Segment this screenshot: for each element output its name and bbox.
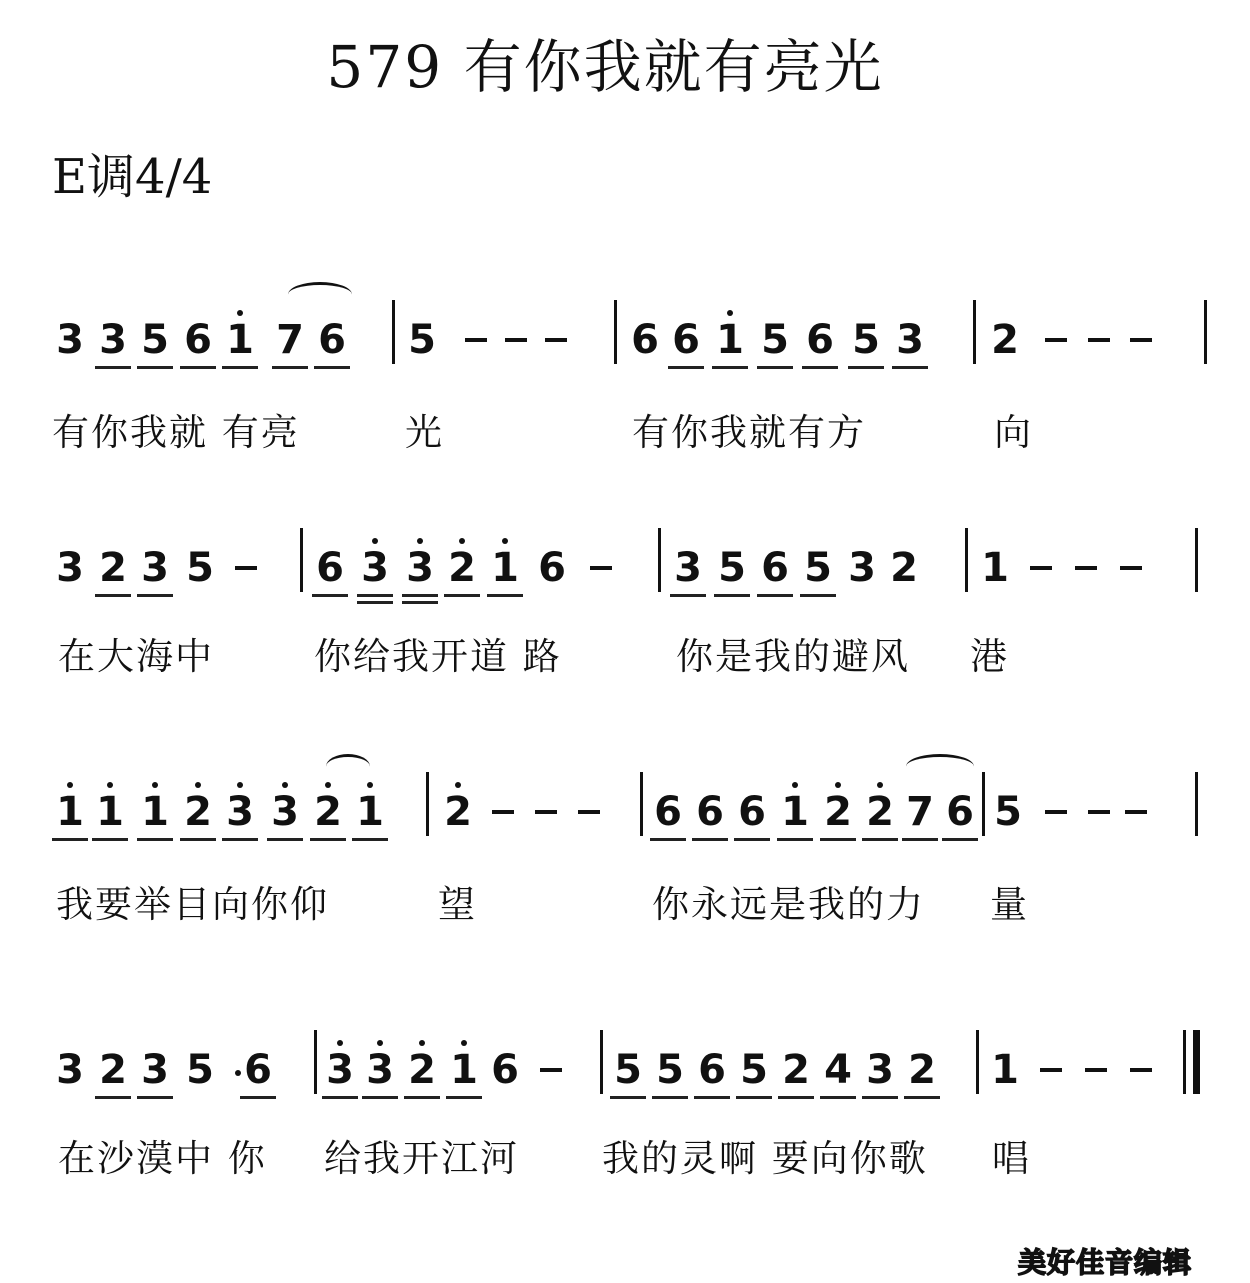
hold-dash: [1120, 566, 1142, 570]
bar-line: [965, 528, 968, 592]
note: 5: [994, 789, 1022, 835]
note: 6: [738, 789, 766, 835]
note: 5: [656, 1047, 684, 1093]
note: 5: [141, 317, 169, 363]
eighth-underline: [487, 594, 523, 597]
note: 2: [99, 1047, 127, 1093]
high-octave-dot: [502, 538, 508, 544]
slur: [326, 754, 370, 779]
hold-dash: [1030, 566, 1052, 570]
note: 1: [716, 317, 744, 363]
eighth-underline: [362, 1096, 398, 1099]
note: 5: [614, 1047, 642, 1093]
high-octave-dot: [455, 782, 461, 788]
note: 2: [908, 1047, 936, 1093]
hold-dash: [590, 566, 612, 570]
eighth-underline: [312, 594, 348, 597]
eighth-underline: [267, 838, 303, 841]
eighth-underline: [714, 594, 750, 597]
note: 6: [761, 545, 789, 591]
lyric-segment: 港: [970, 635, 1009, 678]
eighth-underline: [650, 838, 686, 841]
note: 2: [890, 545, 918, 591]
eighth-underline: [610, 1096, 646, 1099]
hold-dash: [578, 810, 600, 814]
high-octave-dot: [325, 782, 331, 788]
note: 3: [848, 545, 876, 591]
note: 4: [824, 1047, 852, 1093]
note: 3: [56, 545, 84, 591]
eighth-underline: [757, 366, 793, 369]
note: 1: [450, 1047, 478, 1093]
note: 1: [981, 545, 1009, 591]
high-octave-dot: [367, 782, 373, 788]
high-octave-dot: [792, 782, 798, 788]
bar-line: [600, 1030, 603, 1094]
note: 6: [672, 317, 700, 363]
eighth-underline: [137, 594, 173, 597]
eighth-underline: [137, 1096, 173, 1099]
eighth-underline: [777, 838, 813, 841]
note: 6: [318, 317, 346, 363]
high-octave-dot: [372, 538, 378, 544]
high-octave-dot: [461, 1040, 467, 1046]
note: 5: [186, 545, 214, 591]
lyric-segment: 唱: [992, 1137, 1031, 1180]
hold-dash: [540, 1068, 562, 1072]
note: 3: [406, 545, 434, 591]
bar-line: [973, 300, 976, 364]
bar-line: [1195, 772, 1198, 836]
eighth-underline: [778, 1096, 814, 1099]
bar-line: [314, 1030, 317, 1094]
lyric-segment: 有你我就 有亮: [52, 411, 300, 454]
eighth-underline: [357, 594, 393, 597]
eighth-underline: [892, 366, 928, 369]
eighth-underline: [52, 838, 88, 841]
eighth-underline: [92, 838, 128, 841]
note: 6: [806, 317, 834, 363]
hold-dash: [1130, 1068, 1152, 1072]
lyric-segment: 你给我开道 路: [314, 635, 562, 678]
eighth-underline: [444, 594, 480, 597]
note: 3: [271, 789, 299, 835]
eighth-underline: [668, 366, 704, 369]
note: 2: [99, 545, 127, 591]
note: 1: [781, 789, 809, 835]
note: 3: [141, 1047, 169, 1093]
lyric-segment: 有你我就有方: [632, 411, 866, 454]
note: 2: [314, 789, 342, 835]
eighth-underline: [95, 594, 131, 597]
note: 3: [896, 317, 924, 363]
high-octave-dot: [237, 310, 243, 316]
eighth-underline: [314, 366, 350, 369]
note: 5: [761, 317, 789, 363]
eighth-underline: [446, 1096, 482, 1099]
hold-dash: [535, 810, 557, 814]
eighth-underline: [180, 838, 216, 841]
note: 3: [56, 1047, 84, 1093]
bar-line: [300, 528, 303, 592]
high-octave-dot: [377, 1040, 383, 1046]
bar-line: [658, 528, 661, 592]
note: 6: [538, 545, 566, 591]
high-octave-dot: [459, 538, 465, 544]
note: 1: [991, 1047, 1019, 1093]
eighth-underline: [95, 366, 131, 369]
high-octave-dot: [419, 1040, 425, 1046]
bar-line: [976, 1030, 979, 1094]
eighth-underline: [820, 1096, 856, 1099]
hold-dash: [1045, 338, 1067, 342]
music-row-1: [0, 300, 1250, 500]
bar-line: [614, 300, 617, 364]
eighth-underline: [95, 1096, 131, 1099]
high-octave-dot: [152, 782, 158, 788]
note: 3: [866, 1047, 894, 1093]
high-octave-dot: [67, 782, 73, 788]
eighth-underline: [180, 366, 216, 369]
note: 2: [448, 545, 476, 591]
note: 1: [491, 545, 519, 591]
note: 6: [631, 317, 659, 363]
eighth-underline: [692, 838, 728, 841]
eighth-underline: [904, 1096, 940, 1099]
lyric-segment: 你是我的避风: [676, 635, 910, 678]
note: 6: [184, 317, 212, 363]
hold-dash: [505, 338, 527, 342]
eighth-underline: [352, 838, 388, 841]
note: 5: [408, 317, 436, 363]
final-bar-line: [1193, 1030, 1200, 1094]
hold-dash: [492, 810, 514, 814]
note: 2: [184, 789, 212, 835]
eighth-underline: [862, 1096, 898, 1099]
hold-dash: [1088, 338, 1110, 342]
eighth-underline: [322, 1096, 358, 1099]
note: 5: [740, 1047, 768, 1093]
note: 6: [654, 789, 682, 835]
bar-line: [426, 772, 429, 836]
eighth-underline: [310, 838, 346, 841]
hold-dash: [1088, 810, 1110, 814]
eighth-underline: [862, 838, 898, 841]
note: 6: [244, 1047, 272, 1093]
note: 2: [866, 789, 894, 835]
hold-dash: [545, 338, 567, 342]
eighth-underline: [137, 366, 173, 369]
note: 2: [444, 789, 472, 835]
note: 5: [852, 317, 880, 363]
lyric-segment: 你永远是我的力: [652, 883, 925, 926]
bar-line: [1183, 1030, 1186, 1094]
eighth-underline: [402, 594, 438, 597]
high-octave-dot: [107, 782, 113, 788]
eighth-underline: [652, 1096, 688, 1099]
lyric-segment: 我要举目向你仰: [56, 883, 329, 926]
note: 1: [141, 789, 169, 835]
hold-dash: [1125, 810, 1147, 814]
note: 1: [226, 317, 254, 363]
eighth-underline: [757, 594, 793, 597]
note: 2: [782, 1047, 810, 1093]
note: 6: [491, 1047, 519, 1093]
note: 2: [408, 1047, 436, 1093]
note: 3: [99, 317, 127, 363]
note: 5: [718, 545, 746, 591]
hold-dash: [235, 566, 257, 570]
note: 3: [56, 317, 84, 363]
note: 5: [804, 545, 832, 591]
sixteenth-underline: [357, 601, 393, 604]
eighth-underline: [848, 366, 884, 369]
high-octave-dot: [195, 782, 201, 788]
bar-line: [1204, 300, 1207, 364]
note: 2: [824, 789, 852, 835]
eighth-underline: [222, 838, 258, 841]
lyric-segment: 望: [438, 883, 477, 926]
credit-watermark: 美好佳音编辑: [1017, 1246, 1192, 1279]
eighth-underline: [272, 366, 308, 369]
high-octave-dot: [337, 1040, 343, 1046]
note: 5: [186, 1047, 214, 1093]
note: 6: [698, 1047, 726, 1093]
note: 1: [96, 789, 124, 835]
eighth-underline: [137, 838, 173, 841]
bar-line: [392, 300, 395, 364]
high-octave-dot: [727, 310, 733, 316]
note: 3: [141, 545, 169, 591]
bar-line: [640, 772, 643, 836]
lyric-segment: 向: [994, 411, 1033, 454]
slur: [906, 754, 974, 779]
music-row-3: [0, 772, 1250, 972]
high-octave-dot: [282, 782, 288, 788]
slur: [288, 282, 352, 307]
eighth-underline: [820, 838, 856, 841]
note: 3: [361, 545, 389, 591]
hold-dash: [465, 338, 487, 342]
eighth-underline: [222, 366, 258, 369]
eighth-underline: [712, 366, 748, 369]
eighth-underline: [694, 1096, 730, 1099]
sixteenth-underline: [402, 601, 438, 604]
lyric-segment: 在大海中: [58, 635, 214, 678]
lyric-segment: 量: [990, 883, 1029, 926]
bar-line: [1195, 528, 1198, 592]
note: 2: [991, 317, 1019, 363]
page-title: 579 有你我就有亮光: [326, 33, 884, 101]
eighth-underline: [902, 838, 938, 841]
note: 1: [56, 789, 84, 835]
lyric-segment: 在沙漠中 你: [58, 1137, 267, 1180]
lyric-segment: 光: [405, 411, 444, 454]
note: 6: [316, 545, 344, 591]
eighth-underline: [802, 366, 838, 369]
eighth-underline: [240, 1096, 276, 1099]
note: 7: [906, 789, 934, 835]
lyric-segment: 我的灵啊 要向你歌: [602, 1137, 928, 1180]
high-octave-dot: [877, 782, 883, 788]
eighth-underline: [670, 594, 706, 597]
note: 6: [946, 789, 974, 835]
note: 3: [226, 789, 254, 835]
hold-dash: [1130, 338, 1152, 342]
eighth-underline: [736, 1096, 772, 1099]
note: 1: [356, 789, 384, 835]
note: 7: [276, 317, 304, 363]
high-octave-dot: [835, 782, 841, 788]
hold-dash: [1085, 1068, 1107, 1072]
high-octave-dot: [417, 538, 423, 544]
eighth-underline: [734, 838, 770, 841]
hold-dash: [1040, 1068, 1062, 1072]
bar-line: [982, 772, 985, 836]
hold-dash: [1075, 566, 1097, 570]
key-signature: E调4/4: [52, 149, 213, 205]
note: 3: [326, 1047, 354, 1093]
note: 3: [674, 545, 702, 591]
lyric-segment: 给我开江河: [324, 1137, 519, 1180]
note: 6: [696, 789, 724, 835]
eighth-underline: [404, 1096, 440, 1099]
hold-dash: [1045, 810, 1067, 814]
eighth-underline: [942, 838, 978, 841]
eighth-underline: [800, 594, 836, 597]
note: 3: [366, 1047, 394, 1093]
high-octave-dot: [237, 782, 243, 788]
